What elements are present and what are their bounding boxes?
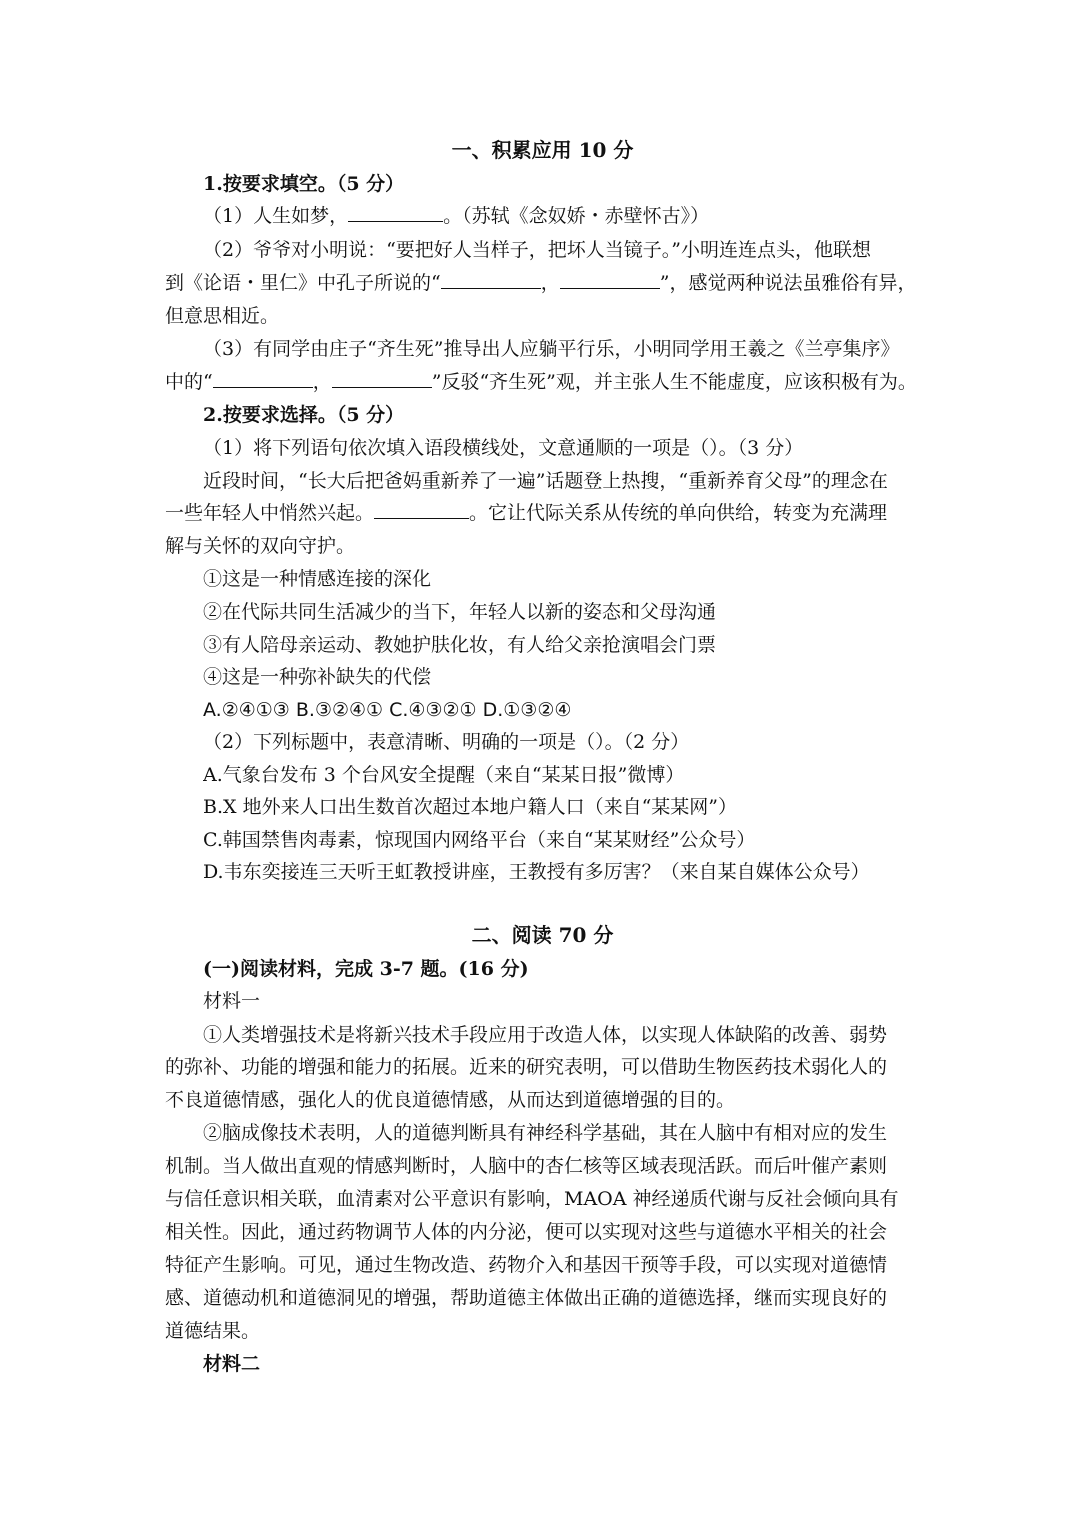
question-heading: 1.按要求填空。（5 分） (203, 173, 405, 195)
paragraph-line: 道德结果。 (165, 1320, 261, 1342)
paragraph-line: （2）爷爷对小明说：“要把好人当样子，把坏人当镜子。”小明连连点头，他联想 (203, 239, 872, 261)
section-title: 二、阅读 70 分 (471, 923, 614, 947)
paragraph-line: 解与关怀的双向守护。 (165, 535, 356, 557)
sub-question-prompt: （2）下列标题中，表意清晰、明确的一项是（）。（2 分） (203, 731, 690, 753)
answer-options: A.②④①③ B.③②④① C.④③②① D.①③②④ (203, 699, 572, 721)
material-title: 材料一 (203, 990, 261, 1012)
paragraph-line: 不良道德情感，强化人的优良道德情感，从而达到道德增强的目的。 (165, 1089, 736, 1111)
section-title: 一、积累应用 10 分 (451, 138, 634, 162)
paragraph-line: 但意思相近。 (165, 305, 280, 327)
paragraph-line: 机制。当人做出直观的情感判断时，人脑中的杏仁核等区域表现活跃。而后叶催产素则 (165, 1155, 888, 1177)
answer-option: B.X 地外来人口出生数首次超过本地户籍人口（来自“某某网”） (203, 796, 737, 818)
text-segment: 。它让代际关系从传统的单向供给，转变为充满理 (469, 502, 888, 524)
paragraph-line: ②脑成像技术表明，人的道德判断具有神经科学基础，其在人脑中有相对应的发生 (203, 1122, 888, 1144)
text-segment: 。（苏轼《念奴娇・赤壁怀古》） (443, 205, 710, 227)
paragraph-line: ①人类增强技术是将新兴技术手段应用于改造人体，以实现人体缺陷的改善、弱势 (203, 1024, 888, 1046)
material-title: 材料二 (203, 1353, 261, 1375)
text-segment: 一些年轻人中悄然兴起。 (165, 502, 375, 524)
answer-blank (441, 270, 541, 289)
text-segment: 中的“ (165, 371, 213, 393)
text-segment: （1）人生如梦， (203, 205, 349, 227)
paragraph-line: （3）有同学由庄子“齐生死”推导出人应躺平行乐，小明同学用王羲之《兰亭集序》 (203, 338, 900, 360)
text-segment: 到《论语・里仁》中孔子所说的“ (165, 272, 441, 294)
answer-blank (560, 270, 660, 289)
fill-blank-line (165, 500, 920, 526)
fill-blank-line (203, 203, 920, 229)
fill-blank-line (165, 369, 920, 395)
text-segment: ， (312, 371, 332, 393)
paragraph-line: 的弥补、功能的增强和能力的拓展。近来的研究表明，可以借助生物医药技术弱化人的 (165, 1056, 888, 1078)
answer-option: A.气象台发布 3 个台风安全提醒（来自“某某日报”微博） (203, 764, 685, 786)
paragraph-line: 与信任意识相关联，血清素对公平意识有影响，MAOA 神经递质代谢与反社会倾向具有 (165, 1188, 899, 1210)
paragraph-line: 近段时间，“长大后把爸妈重新养了一遍”话题登上热搜，“重新养育父母”的理念在 (203, 470, 888, 492)
paragraph-line: 感、道德动机和道德洞见的增强，帮助道德主体做出正确的道德选择，继而实现良好的 (165, 1287, 888, 1309)
list-item: ③有人陪母亲运动、教她护肤化妆，有人给父亲抢演唱会门票 (203, 634, 717, 656)
question-heading: (一)阅读材料，完成 3-7 题。(16 分) (203, 958, 529, 980)
answer-blank (348, 203, 443, 222)
text-segment: ， (540, 272, 560, 294)
text-segment: ”，感觉两种说法虽雅俗有异， (659, 272, 917, 294)
answer-option: D.韦东奕接连三天听王虹教授讲座，王教授有多厉害？（来自某自媒体公众号） (203, 861, 870, 883)
list-item: ④这是一种弥补缺失的代偿 (203, 666, 432, 688)
text-segment: ”反驳“齐生死”观，并主张人生不能虚度，应该积极有为。 (431, 371, 917, 393)
question-heading: 2.按要求选择。（5 分） (203, 404, 405, 426)
paragraph-line: 相关性。因此，通过药物调节人体的内分泌，便可以实现对这些与道德水平相关的社会 (165, 1221, 888, 1243)
list-item: ②在代际共同生活减少的当下，年轻人以新的姿态和父母沟通 (203, 601, 717, 623)
answer-option: C.韩国禁售肉毒素，惊现国内网络平台（来自“某某财经”公众号） (203, 829, 756, 851)
fill-blank-line (165, 270, 920, 296)
answer-blank (332, 369, 432, 388)
paragraph-line: 特征产生影响。可见，通过生物改造、药物介入和基因干预等手段，可以实现对道德情 (165, 1254, 888, 1276)
answer-blank (374, 500, 469, 519)
list-item: ①这是一种情感连接的深化 (203, 568, 432, 590)
sub-question-prompt: （1）将下列语句依次填入语段横线处，文意通顺的一项是（）。（3 分） (203, 437, 804, 459)
answer-blank (213, 369, 313, 388)
